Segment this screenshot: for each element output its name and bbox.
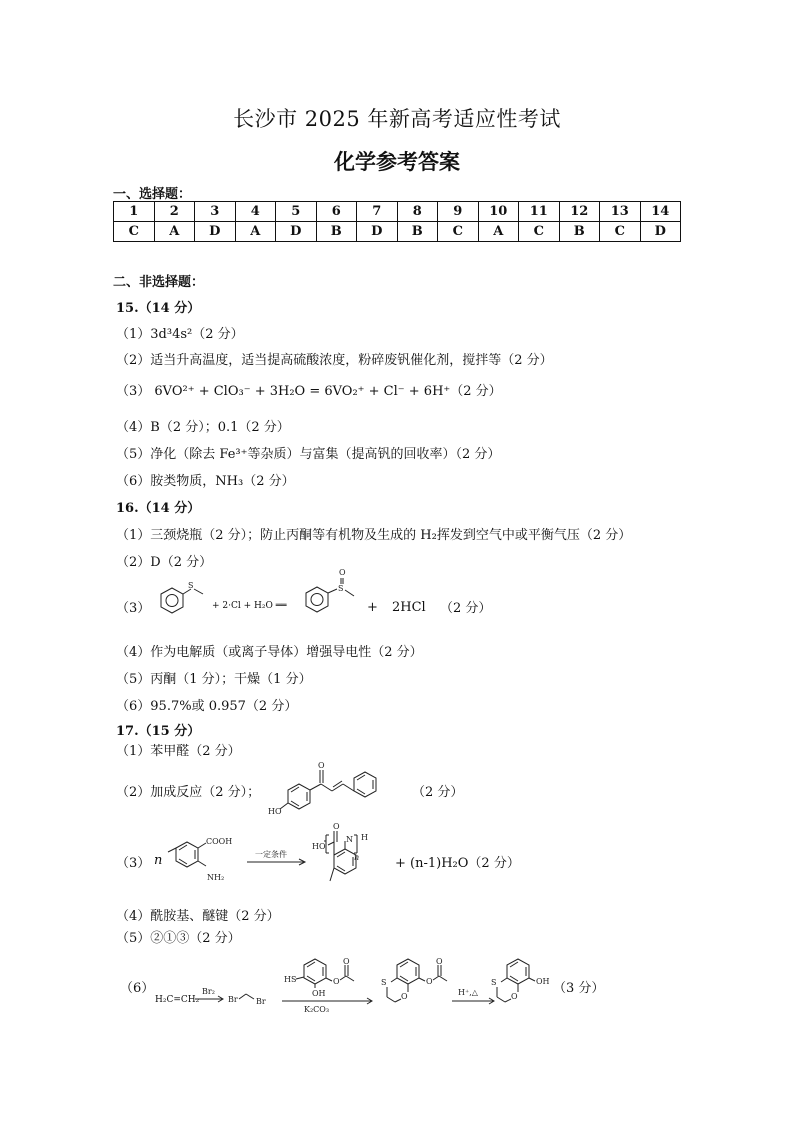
answer-cell: C: [438, 222, 479, 242]
monomer-nh2-label: NH₂: [207, 873, 225, 882]
q15-answer-1: （1）3d³4s²（2 分）: [116, 327, 244, 342]
q16-answer-3-prefix: （3）: [116, 601, 151, 616]
question-number-cell: 6: [316, 202, 357, 222]
q15-answer-5: （5）净化（除去 Fe³⁺等杂质）与富集（提高钒的回收率）（2 分）: [116, 447, 501, 462]
reagent-carbonyl-o-label: O: [343, 957, 350, 966]
q17-answer-3-n: n: [154, 853, 163, 868]
q16-answer-2: （2）D（2 分）: [116, 555, 213, 570]
question-number-cell: 5: [276, 202, 317, 222]
q17-answer-6-prefix: （6）: [120, 981, 155, 996]
q17-heading: 17.（15 分）: [116, 724, 201, 739]
answer-cell: C: [600, 222, 641, 242]
q17-answer-1: （1）苯甲醛（2 分）: [116, 744, 241, 759]
polyamide-structure: [312, 823, 392, 893]
q16-answer-6: （6）95.7%或 0.957（2 分）: [116, 699, 298, 714]
q15-heading: 15.（14 分）: [116, 301, 201, 316]
question-number-cell: 14: [640, 202, 681, 222]
answer-cell: A: [235, 222, 276, 242]
question-number-cell: 3: [195, 202, 236, 222]
thioanisole-s-label: S: [188, 581, 194, 590]
reagent-oh-label: OH: [312, 989, 326, 998]
answer-table-answer-row: [114, 222, 681, 242]
question-number-cell: 11: [519, 202, 560, 222]
q15-answer-4: （4）B（2 分）；0.1（2 分）: [116, 420, 290, 435]
q17-answer-2-score: （2 分）: [412, 785, 464, 800]
answer-cell: B: [559, 222, 600, 242]
q16-answer-4: （4）作为电解质（或离子导体）增强导电性（2 分）: [116, 645, 423, 660]
dibromo-br-right: Br: [256, 997, 266, 1006]
answer-cell: B: [397, 222, 438, 242]
ester-carbonyl-o-label: O: [436, 957, 443, 966]
q16-heading: 16.（14 分）: [116, 501, 201, 516]
q17-answer-4: （4）酰胺基、醚键（2 分）: [116, 909, 280, 924]
section-choice-label: 一、选择题：: [113, 187, 192, 202]
thioanisole-structure: [155, 581, 195, 618]
sulfoxide-structure: [300, 568, 360, 620]
q17-answer-3-water: + (n-1)H₂O（2 分）: [395, 856, 520, 871]
arrow-br2-label: Br₂: [202, 987, 215, 996]
arrow-acid-label: H⁺,△: [458, 988, 478, 997]
reagent-k2co3-label: K₂CO₃: [304, 1005, 330, 1014]
answer-cell: C: [519, 222, 560, 242]
q16-answer-5: （5）丙酮（1 分）；干燥（1 分）: [116, 672, 312, 687]
question-number-cell: 7: [357, 202, 398, 222]
answer-table-number-row: [114, 202, 681, 222]
question-number-cell: 12: [559, 202, 600, 222]
question-number-cell: 8: [397, 202, 438, 222]
question-number-cell: 9: [438, 202, 479, 222]
amino-acid-monomer-structure: [168, 838, 243, 888]
chalcone-structure: [268, 760, 408, 818]
q17-answer-5: （5）②①③（2 分）: [116, 931, 241, 946]
reagent-ester-o-label: O: [333, 977, 340, 986]
q15-answer-2: （2）适当升高温度，适当提高硫酸浓度，粉碎废钒催化剂，搅拌等（2 分）: [116, 353, 553, 368]
chalcone-o-label: O: [318, 761, 325, 770]
answer-cell: C: [114, 222, 155, 242]
answer-cell: A: [478, 222, 519, 242]
ester-o-label: O: [426, 977, 433, 986]
question-number-cell: 4: [235, 202, 276, 222]
ester-ring-o-label: O: [401, 992, 408, 1001]
answer-cell: D: [640, 222, 681, 242]
answer-cell: D: [195, 222, 236, 242]
polymer-n-label: N: [346, 835, 353, 844]
answer-cell: D: [276, 222, 317, 242]
coupling-reagent-structure: [282, 955, 382, 1015]
question-number-cell: 13: [600, 202, 641, 222]
polymer-o-label: O: [333, 822, 340, 831]
q16-hcl: 2HCl: [392, 600, 426, 615]
reaction-arrow-1: [245, 848, 310, 864]
page-subtitle: 化学参考答案: [334, 149, 460, 174]
answer-cell: D: [357, 222, 398, 242]
q17-answer-3-prefix: （3）: [116, 856, 151, 871]
polymer-ho-label: HO: [312, 842, 326, 851]
section-nonchoice-label: 二、非选择题：: [113, 275, 205, 290]
reagent-hs-label: HS: [284, 975, 297, 984]
answer-cell: B: [316, 222, 357, 242]
dibromo-br-left: Br: [228, 995, 238, 1004]
q17-answer-6-score: （3 分）: [553, 981, 605, 996]
ethylene-label: H₂C=CH₂: [155, 995, 200, 1005]
question-number-cell: 1: [114, 202, 155, 222]
q15-answer-6: （6）胺类物质，NH₃（2 分）: [116, 474, 295, 489]
answer-cell: A: [154, 222, 195, 242]
sulfoxide-s-label: S: [338, 584, 344, 593]
monomer-cooh-label: COOH: [206, 837, 233, 846]
question-number-cell: 10: [478, 202, 519, 222]
ester-s-label: S: [381, 978, 387, 987]
q15-answer-3: （3） 6VO²⁺ + ClO₃⁻ + 3H₂O = 6VO₂⁺ + Cl⁻ + 6H⁺（2 分）: [116, 384, 502, 399]
benzoxathiin-phenol-structure: [485, 955, 560, 1015]
reaction-arrow-br2: [193, 987, 228, 1003]
dibromoethane-structure: [228, 990, 276, 1008]
q16-plus: +: [367, 600, 378, 615]
polymer-n-subscript: n: [354, 853, 360, 862]
sulfoxide-o-label: O: [339, 568, 346, 577]
answer-table: [113, 201, 681, 242]
phenol-s-label: S: [491, 978, 497, 987]
q16-answer-1: （1）三颈烧瓶（2 分）；防止丙酮等有机物及生成的 H₂挥发到空气中或平衡气压（2 分）: [116, 528, 632, 543]
q17-answer-2: （2）加成反应（2 分）；: [116, 785, 261, 800]
page-title: 长沙市 2025 年新高考适应性考试: [233, 107, 561, 131]
question-number-cell: 2: [154, 202, 195, 222]
q16-answer-3-score: （2 分）: [440, 601, 492, 616]
polymer-h-label: H: [361, 833, 368, 842]
phenol-oh-label: OH: [536, 977, 550, 986]
q16-reagents: + 2·Cl + H₂O ══: [212, 601, 287, 611]
arrow-1-condition: 一定条件: [255, 850, 287, 859]
chalcone-ho-label: HO: [268, 807, 282, 816]
phenol-ring-o-label: O: [511, 992, 518, 1001]
